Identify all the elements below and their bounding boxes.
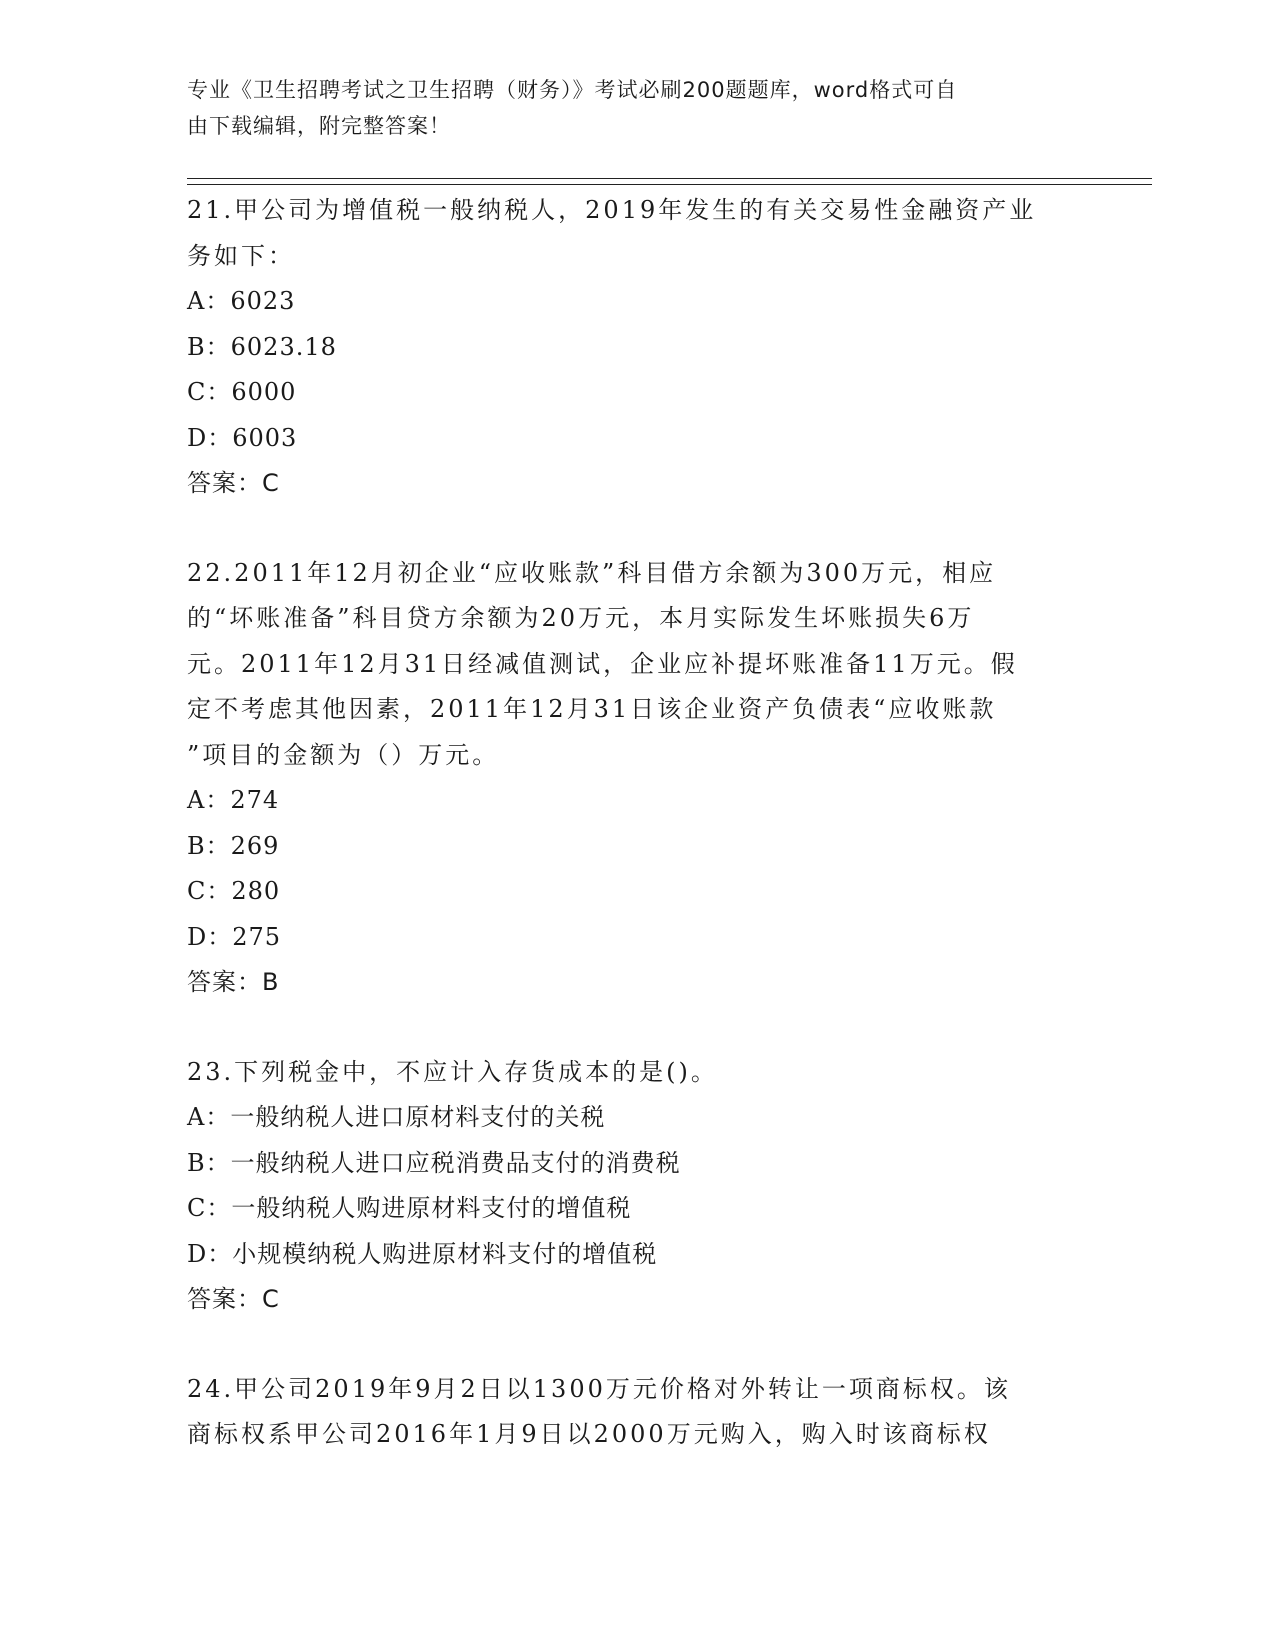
question-text-line: 商标权系甲公司2016年1月9日以2000万元购入，购入时该商标权	[187, 1420, 991, 1448]
answer: 答案：C	[187, 469, 280, 497]
header-line-1: 专业《卫生招聘考试之卫生招聘（财务）》考试必刷200题题库，word格式可自	[187, 78, 958, 102]
answer: 答案：B	[187, 968, 280, 996]
option-a: A：274	[187, 786, 280, 814]
option-a: A：一般纳税人进口原材料支付的关税	[187, 1103, 606, 1131]
option-b: B：269	[187, 831, 280, 860]
question-text-line: 务如下：	[187, 241, 295, 270]
option-c: C：一般纳税人购进原材料支付的增值税	[187, 1194, 632, 1222]
option-b: B：一般纳税人进口应税消费品支付的消费税	[187, 1148, 681, 1177]
question-text-line: 22.2011年12月初企业“应收账款”科目借方余额为300万元，相应	[187, 558, 997, 587]
question-text-line: 的“坏账准备”科目贷方余额为20万元，本月实际发生坏账损失6万	[187, 604, 975, 632]
question-text-line: 23.下列税金中，不应计入存货成本的是()。	[187, 1057, 718, 1086]
header-divider-top	[187, 178, 1152, 179]
answer: 答案：C	[187, 1285, 280, 1313]
question-text-line: ”项目的金额为（）万元。	[187, 740, 500, 769]
question-22	[187, 551, 1087, 1006]
option-a: A：6023	[187, 287, 296, 315]
question-24	[187, 1367, 1087, 1458]
document-header	[187, 72, 1067, 144]
option-c: C：6000	[187, 378, 297, 406]
question-text-line: 元。2011年12月31日经减值测试，企业应补提坏账准备11万元。假	[187, 649, 1018, 678]
option-c: C：280	[187, 877, 281, 905]
option-d: D：6003	[187, 423, 298, 452]
question-23	[187, 1050, 1087, 1323]
option-b: B：6023.18	[187, 332, 337, 361]
question-text-line: 24.甲公司2019年9月2日以1300万元价格对外转让一项商标权。该	[187, 1374, 1011, 1403]
question-text-line: 21.甲公司为增值税一般纳税人，2019年发生的有关交易性金融资产业	[187, 196, 1037, 224]
option-d: D：275	[187, 922, 282, 951]
header-line-2: 由下载编辑，附完整答案！	[187, 114, 451, 138]
option-d: D：小规模纳税人购进原材料支付的增值税	[187, 1239, 658, 1268]
question-21	[187, 188, 1087, 507]
header-divider-bottom	[187, 184, 1152, 185]
question-list	[187, 188, 1087, 1502]
question-text-line: 定不考虑其他因素，2011年12月31日该企业资产负债表“应收账款	[187, 695, 997, 723]
